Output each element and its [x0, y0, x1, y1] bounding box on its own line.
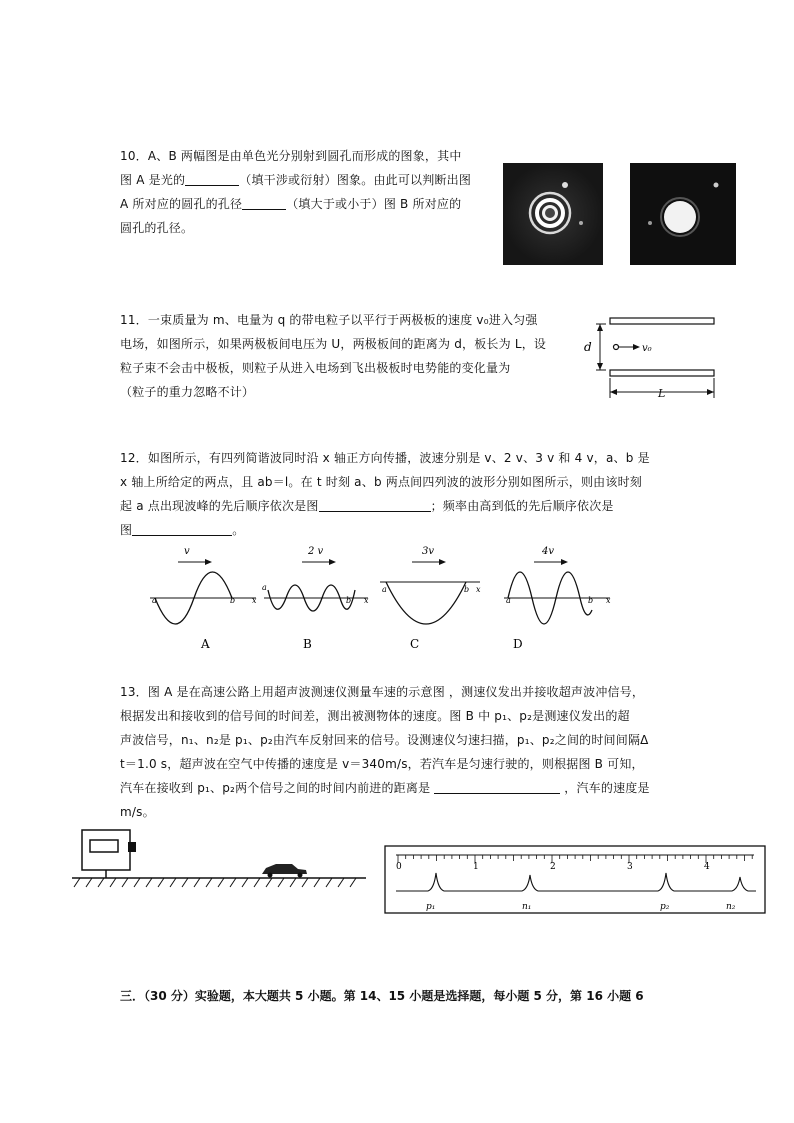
wave-c — [380, 546, 481, 651]
q12-line1: 12．如图所示，有四列简谐波同时沿 x 轴正方向传播，波速分别是 v、2 v、3 v 和 4 v，a、b 是 — [120, 451, 650, 465]
wave-a-axis-x: x — [252, 596, 257, 605]
wave-a-speed: v — [184, 546, 190, 557]
tick-3: 3 — [627, 862, 633, 872]
v0-label: v₀ — [642, 343, 652, 354]
label-p2: p₂ — [660, 902, 670, 912]
wave-d-speed: 4v — [542, 546, 555, 557]
wave-a-caption: A — [201, 637, 210, 651]
car-icon — [262, 864, 307, 874]
section3-heading: 三．（30 分）实验题，本大题共 5 小题。第 14、15 小题是选择题，每小题 5 分，第 16 小题 6 — [120, 989, 644, 1003]
wave-c-curve — [386, 582, 466, 624]
q13-line2: 根据发出和接收到的信号间的时间差，测出被测物体的速度。图 B 中 p₁、p₂是测速仪发出的超 — [120, 709, 630, 723]
q10-blank-2[interactable] — [242, 195, 286, 210]
q12-blank-2[interactable] — [132, 521, 232, 536]
wave-b — [262, 546, 369, 651]
wave-d-axis-x: x — [606, 596, 611, 605]
q11-text — [120, 308, 580, 404]
lower-plate — [610, 370, 714, 376]
q13-line5: 汽车在接收到 p₁、p₂两个信号之间的时间内前进的距离是 ，汽车的速度是 — [120, 781, 650, 795]
q12-waves — [140, 540, 620, 656]
d-label: d — [584, 340, 592, 354]
q13-figure-b — [384, 845, 768, 915]
q13-figure-a — [70, 826, 370, 890]
particle — [614, 345, 619, 350]
q11-figure — [576, 312, 722, 402]
q10-line4: 圆孔的孔径。 — [120, 221, 194, 235]
L-label: L — [658, 387, 666, 400]
wave-c-point-a: a — [382, 585, 387, 594]
q10-line2: 图 A 是光的 （填干涉或衍射）图象。由此可以判断出图 — [120, 173, 472, 187]
q10-line3: A 所对应的圆孔的孔径 （填大于或小于）图 B 所对应的 — [120, 197, 462, 211]
road-hatching — [74, 878, 356, 887]
upper-plate — [610, 318, 714, 324]
tick-1: 1 — [473, 862, 479, 872]
q11-line3: 粒子束不会击中极板，则粒子从进入电场到飞出极板时电势能的变化量为 — [120, 361, 511, 375]
q10-text — [120, 144, 500, 240]
q12-line2: x 轴上所给定的两点，且 ab＝l。在 t 时刻 a、b 两点间四列波的波形分别如图所示，则由该时刻 — [120, 475, 642, 489]
tick-4: 4 — [704, 862, 710, 872]
label-n2: n₂ — [726, 902, 736, 912]
wave-b-speed: 2 v — [308, 546, 324, 557]
wave-d-point-a: a — [506, 596, 511, 605]
tick-2: 2 — [550, 862, 556, 872]
q11-line4: （粒子的重力忽略不计） — [120, 385, 255, 399]
wave-c-speed: 3v — [422, 546, 435, 557]
wave-c-point-b: b — [464, 585, 470, 594]
wave-a-point-b: b — [230, 596, 236, 605]
label-n1: n₁ — [522, 902, 532, 912]
q12-line3: 起 a 点出现波峰的先后顺序依次是图 ；频率由高到低的先后顺序依次是 — [120, 499, 614, 513]
wave-d-point-b: b — [588, 596, 594, 605]
wave-d — [504, 546, 611, 651]
q12-text — [120, 446, 680, 542]
q12-blank-1[interactable] — [319, 497, 431, 512]
q13-blank-1[interactable] — [434, 779, 560, 794]
wave-b-caption: B — [303, 637, 312, 651]
wave-a — [150, 546, 257, 651]
q13-text — [120, 680, 680, 824]
q11-line1: 11．一束质量为 m、电量为 q 的带电粒子以平行于两极板的速度 v₀进入匀强 — [120, 313, 538, 327]
q13-line6: m/s。 — [120, 805, 155, 819]
q10-photo-b — [630, 163, 736, 265]
wave-b-point-a: a — [262, 583, 267, 592]
wave-a-point-a: a — [152, 596, 157, 605]
q13-line3: 声波信号，n₁、n₂是 p₁、p₂由汽车反射回来的信号。设测速仪匀速扫描，p₁、p₂之间的时间间隔Δ — [120, 733, 649, 747]
wave-d-caption: D — [513, 637, 523, 651]
q10-line1: 10．A、B 两幅图是由单色光分别射到圆孔而形成的图象，其中 — [120, 149, 462, 163]
q11-line2: 电场，如图所示，如果两极板间电压为 U，两极板间的距离为 d，板长为 L，设 — [120, 337, 547, 351]
wave-b-point-b: b — [346, 596, 352, 605]
label-p1: p₁ — [426, 902, 436, 912]
wave-c-caption: C — [410, 637, 420, 651]
q13-line4: t＝1.0 s，超声波在空气中传播的速度是 v＝340m/s，若汽车是匀速行驶的，则根据图 B 可知， — [120, 757, 644, 771]
q12-line4: 图 。 — [120, 523, 245, 537]
q10-photo-a — [503, 163, 603, 265]
wave-c-axis-x: x — [476, 585, 481, 594]
q10-blank-1[interactable] — [185, 171, 239, 186]
tick-0: 0 — [396, 862, 402, 872]
q13-line1: 13．图 A 是在高速公路上用超声波测速仪测量车速的示意图 ，测速仪发出并接收超声波冲信号， — [120, 685, 645, 699]
wave-b-axis-x: x — [364, 596, 369, 605]
